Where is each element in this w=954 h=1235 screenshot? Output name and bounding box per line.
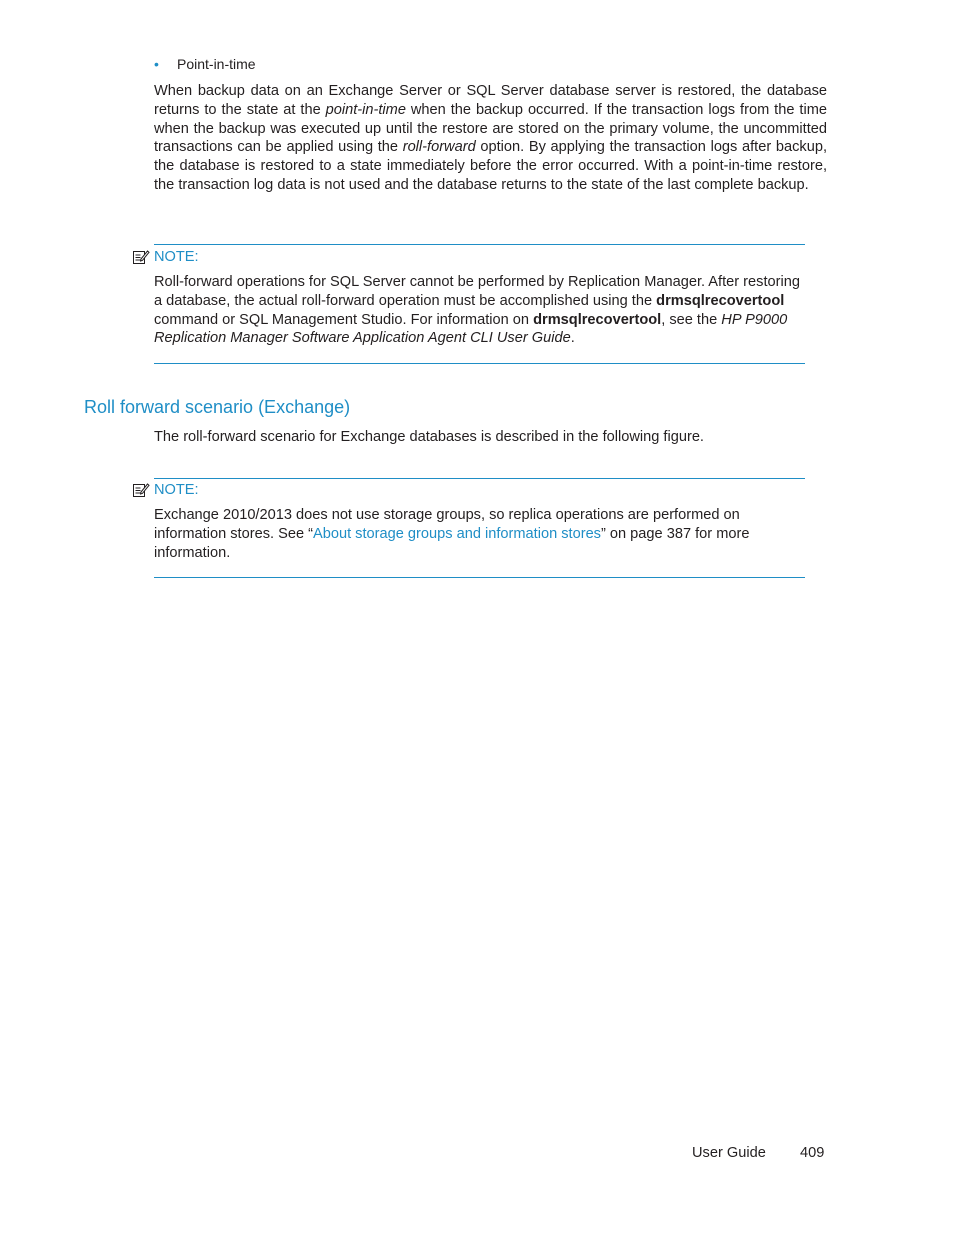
- paragraph-text: option. By applying the transaction logs after backup, the database is restored to a state immediately before the error occurred. With a point-in-time restore, the transaction log data is not used and the database returns to the state of the last complete backup.: [154, 139, 827, 193]
- note-bottom-rule: [154, 577, 805, 578]
- note-body: [154, 506, 805, 562]
- footer-guide-name: User Guide: [692, 1145, 766, 1161]
- note-text: .: [570, 330, 575, 347]
- bullet-text: Point-in-time: [177, 56, 256, 72]
- note-top-rule: [154, 478, 805, 479]
- note-text: command or SQL Management Studio. For information on: [154, 311, 534, 328]
- guide-title: HP P9000 Replication Manager Software Application Agent CLI User Guide: [154, 311, 788, 347]
- paragraph-text: when the backup occurred. If the transaction logs from the time when the backup was executed up until the restore are stored on the primary volume, the uncommitted transactions can be applied using the: [154, 101, 827, 156]
- note-header: [132, 247, 199, 267]
- section-heading: Roll forward scenario (Exchange): [84, 397, 351, 417]
- note-header: [132, 480, 199, 500]
- footer-page-number: 409: [800, 1145, 825, 1161]
- note-text: Roll-forward operations for SQL Server cannot be performed by Replication Manager. After restoring a database, the actual roll-forward operation must be accomplished using the: [154, 274, 800, 309]
- note-text: , see the: [661, 311, 722, 328]
- command-name: drmsqlrecovertool: [533, 311, 662, 328]
- paragraph-emphasis: roll-forward: [402, 139, 476, 156]
- note-label: NOTE:: [154, 249, 199, 265]
- storage-groups-link[interactable]: About storage groups and information stores: [312, 525, 601, 542]
- section-intro: The roll-forward scenario for Exchange databases is described in the following figure.: [154, 429, 704, 445]
- note-text: Exchange 2010/2013 does not use storage groups, so replica operations are performed on information stores. See “: [154, 507, 740, 542]
- note-top-rule: [154, 244, 805, 245]
- bullet-marker: •: [154, 56, 159, 72]
- note-text: ” on page 387 for more information.: [154, 525, 750, 561]
- note-label: NOTE:: [154, 482, 199, 498]
- command-name: drmsqlrecovertool: [656, 292, 785, 309]
- bullet-item: [154, 55, 256, 73]
- note-pencil-icon: [132, 248, 150, 266]
- paragraph-restore: [154, 82, 827, 195]
- note-pencil-icon: [132, 481, 150, 499]
- note-bottom-rule: [154, 363, 805, 364]
- note-body: [154, 273, 805, 348]
- paragraph-emphasis: point-in-time: [325, 101, 406, 118]
- paragraph-text: When backup data on an Exchange Server or SQL Server database server is restored, the database returns to the state at the: [154, 83, 827, 118]
